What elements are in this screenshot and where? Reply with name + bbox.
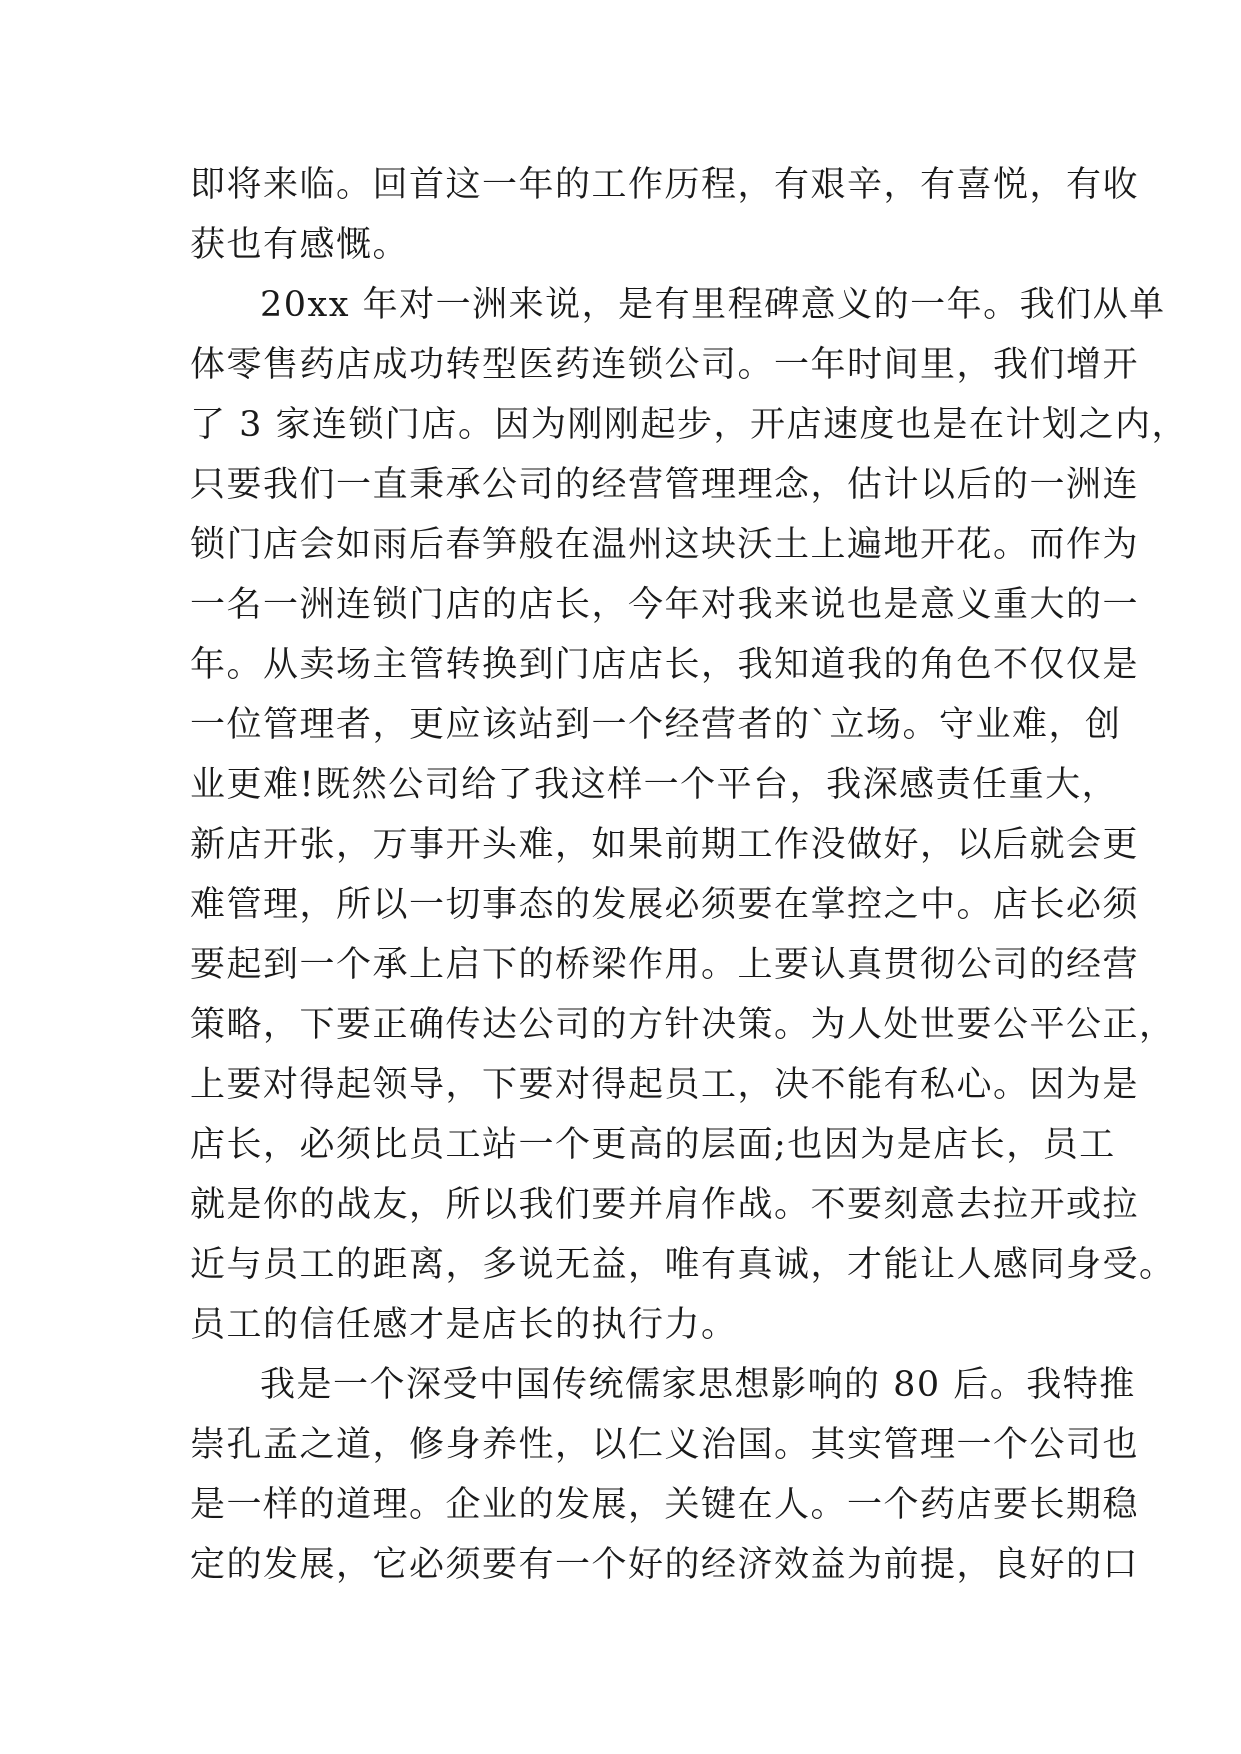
text-line: 策略，下要正确传达公司的方针决策。为人处世要公平公正， (190, 1005, 1176, 1045)
text-line: 获也有感慨。 (190, 225, 410, 265)
text-line: 员工的信任感才是店长的执行力。 (190, 1305, 738, 1345)
text-line: 定的发展，它必须要有一个好的经济效益为前提，良好的口 (190, 1545, 1140, 1585)
text-line: 店长，必须比员工站一个更高的层面;也因为是店长，员工 (190, 1125, 1116, 1165)
text-line: 新店开张，万事开头难，如果前期工作没做好，以后就会更 (190, 825, 1140, 865)
text-line: 一位管理者，更应该站到一个经营者的`立场。守业难，创 (190, 705, 1122, 745)
text-line: 只要我们一直秉承公司的经营管理理念，估计以后的一洲连 (190, 465, 1140, 505)
text-line: 业更难!既然公司给了我这样一个平台，我深感责任重大， (190, 765, 1119, 805)
text-line: 我是一个深受中国传统儒家思想影响的 80 后。我特推 (260, 1365, 1136, 1405)
text-line: 就是你的战友，所以我们要并肩作战。不要刻意去拉开或拉 (190, 1185, 1140, 1225)
text-line: 是一样的道理。企业的发展，关键在人。一个药店要长期稳 (190, 1485, 1140, 1525)
text-line: 体零售药店成功转型医药连锁公司。一年时间里，我们增开 (190, 345, 1140, 385)
text-line: 崇孔孟之道，修身养性，以仁义治国。其实管理一个公司也 (190, 1425, 1140, 1465)
text-line: 即将来临。回首这一年的工作历程，有艰辛，有喜悦，有收 (190, 165, 1140, 205)
text-line: 要起到一个承上启下的桥梁作用。上要认真贯彻公司的经营 (190, 945, 1140, 985)
text-line: 了 3 家连锁门店。因为刚刚起步，开店速度也是在计划之内， (190, 405, 1189, 445)
document-body (190, 155, 1189, 1595)
text-line: 一名一洲连锁门店的店长，今年对我来说也是意义重大的一 (190, 585, 1140, 625)
text-line: 锁门店会如雨后春笋般在温州这块沃土上遍地开花。而作为 (190, 525, 1140, 565)
text-line: 20xx 年对一洲来说，是有里程碑意义的一年。我们从单 (260, 285, 1166, 325)
text-line: 难管理，所以一切事态的发展必须要在掌控之中。店长必须 (190, 885, 1140, 925)
text-line: 上要对得起领导，下要对得起员工，决不能有私心。因为是 (190, 1065, 1140, 1105)
text-line: 年。从卖场主管转换到门店店长，我知道我的角色不仅仅是 (190, 645, 1140, 685)
text-line: 近与员工的距离，多说无益，唯有真诚，才能让人感同身受。 (190, 1245, 1176, 1285)
